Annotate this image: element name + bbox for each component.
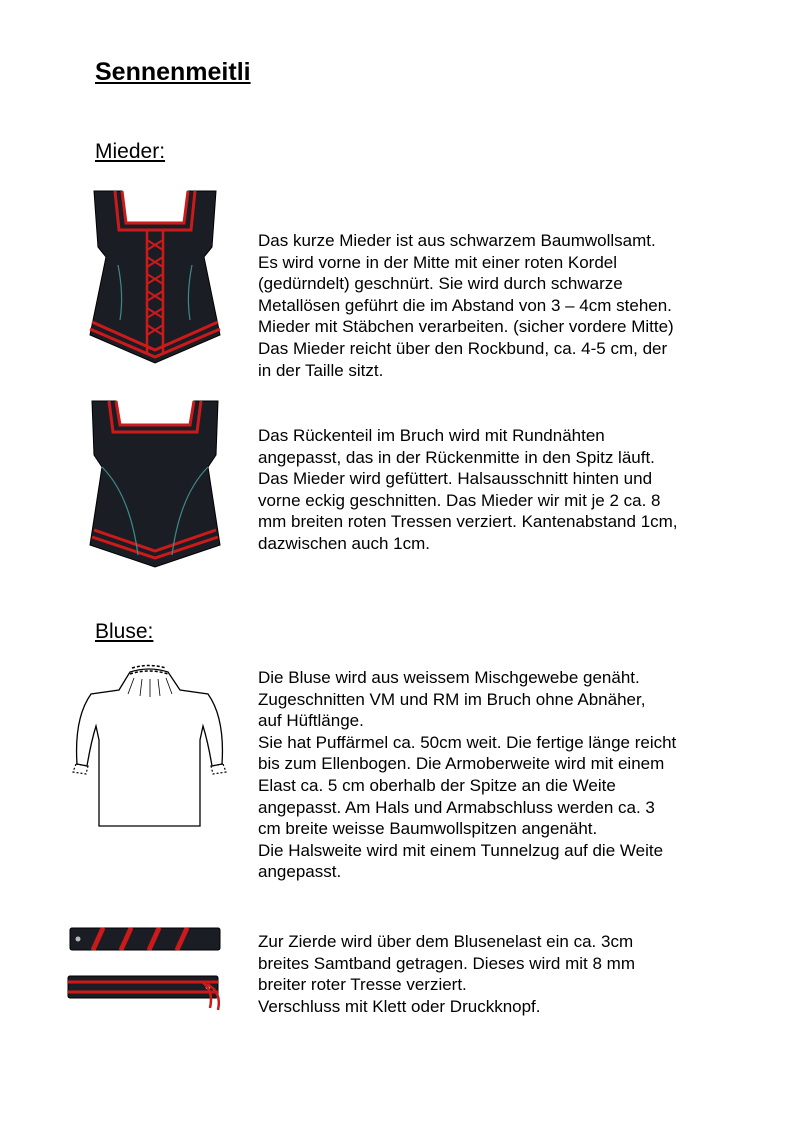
text-line: (gedürndelt) geschnürt. Sie wird durch schwarze	[258, 274, 623, 294]
section-heading-mieder: Mieder:	[95, 140, 166, 163]
text-line: Die Halsweite wird mit einem Tunnelzug auf die Weite	[258, 840, 664, 860]
text-line: mm breiten roten Tressen verziert. Kantenabstand 1cm,	[258, 512, 678, 532]
text-line: angepasst. Am Hals und Armabschluss werden ca. 3	[258, 797, 655, 817]
text-line: dazwischen auch 1cm.	[258, 533, 430, 553]
text-line: Das kurze Mieder ist aus schwarzem Baumwollsamt.	[258, 231, 656, 250]
text-line: vorne eckig geschnitten. Das Mieder wir mit je 2 ca. 8	[258, 490, 661, 510]
text-line: bis zum Ellenbogen. Die Armoberweite wird mit einem	[258, 754, 665, 774]
text-line: angepasst, das in der Rückenmitte in den Spitz läuft.	[258, 447, 655, 467]
armband-illustration	[62, 918, 232, 1023]
text-line: Verschluss mit Klett oder Druckknopf.	[258, 996, 541, 1016]
text-line: Zur Zierde wird über dem Blusenelast ein ca. 3cm	[258, 932, 634, 951]
bodice-back-illustration	[80, 395, 230, 575]
section-heading-bluse: Bluse:	[95, 620, 154, 643]
text-line: breites Samtband getragen. Dieses wird mit 8 mm	[258, 953, 635, 973]
paragraph-bodice-back	[258, 425, 738, 555]
paragraph-blouse	[258, 667, 738, 883]
blouse-illustration	[62, 660, 237, 835]
text-line: Das Rückenteil im Bruch wird mit Rundnähten	[258, 426, 605, 445]
bodice-front-illustration	[80, 185, 230, 370]
text-line: Das Mieder wird gefüttert. Halsausschnitt hinten und	[258, 469, 653, 489]
text-line: Das Mieder reicht über den Rockbund, ca. 4-5 cm, der	[258, 338, 668, 358]
text-line: Mieder mit Stäbchen verarbeiten. (sicher vordere Mitte)	[258, 317, 674, 337]
text-line: Es wird vorne in der Mitte mit einer roten Kordel	[258, 252, 618, 272]
text-line: in der Taille sitzt.	[258, 360, 384, 380]
text-line: Elast ca. 5 cm oberhalb der Spitze an die Weite	[258, 775, 616, 795]
text-line: Zugeschnitten VM und RM im Bruch ohne Abnäher,	[258, 689, 646, 709]
text-line: auf Hüftlänge.	[258, 711, 364, 731]
text-line: Sie hat Puffärmel ca. 50cm weit. Die fertige länge reicht	[258, 732, 677, 752]
page-title: Sennenmeitli	[95, 58, 251, 86]
text-line: Die Bluse wird aus weissem Mischgewebe genäht.	[258, 668, 640, 687]
paragraph-armband	[258, 931, 738, 1017]
text-line: breiter roter Tresse verziert.	[258, 975, 467, 995]
text-line: cm breite weisse Baumwollspitzen angenäht.	[258, 819, 598, 839]
text-line: angepasst.	[258, 862, 342, 882]
paragraph-bodice-front	[258, 230, 738, 381]
text-line: Metallösen geführt die im Abstand von 3 – 4cm stehen.	[258, 295, 672, 315]
